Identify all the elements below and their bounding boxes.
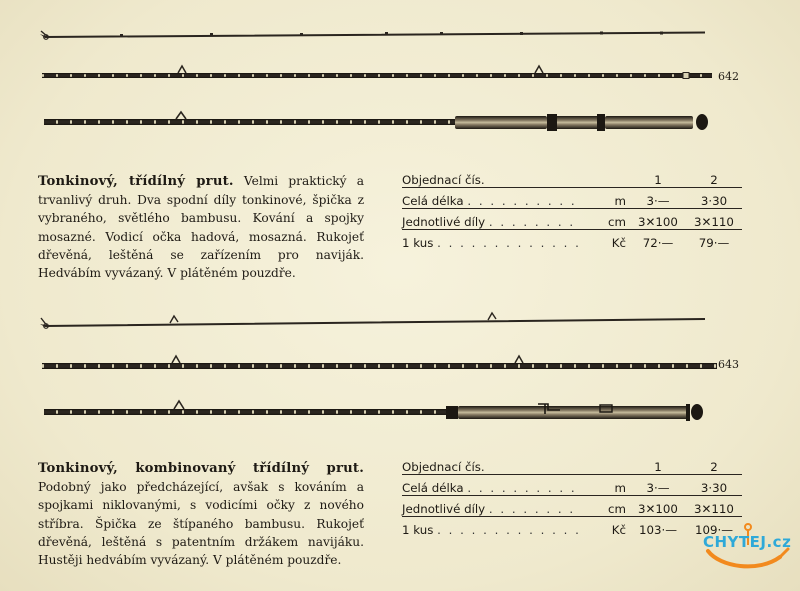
spec-row-label: 1 kus (402, 236, 434, 250)
spec-row-col1: 103·— (638, 523, 678, 537)
rod-643-butt-section (44, 401, 703, 421)
spec-row-label: Celá délka (402, 194, 464, 208)
spec-row: Jednotlivé díly . . . . . . . . cm 3✕100 3✕110 (402, 209, 742, 230)
spec-row-unit: m (592, 188, 630, 209)
product-description (38, 172, 364, 282)
spec-row: Jednotlivé díly . . . . . . . . cm 3✕100 3✕110 (402, 496, 742, 517)
spec-row-unit: cm (592, 496, 630, 517)
spec-row-unit: Kč (611, 236, 626, 250)
spec-row-col1: 3✕100 (630, 209, 686, 230)
rod-642-butt-section (44, 112, 708, 131)
spec-row-col1: 3·— (630, 475, 686, 496)
spec-row: 1 kus . . . . . . . . . . . . . Kč 72·— 79·— (402, 230, 742, 251)
rod-643-middle-section (42, 356, 717, 369)
spec-row-unit: m (592, 475, 630, 496)
spec-header-label: Objednací čís. (402, 167, 592, 188)
product-description-text: Podobný jako předcházející, avšak s kováním a spojkami niklovanými, s vodicími očky z nového stříbra. Špička ze štípaného bambusu. Rukojeť dřevěná, leštěná s patentním držákem navijáku. Hustěji hedvábím vyvázaný. V plátěném pouzdře. (38, 480, 364, 568)
spec-header-row (402, 454, 742, 475)
product-description (38, 459, 364, 569)
spec-row-col2: 109·— (694, 523, 734, 537)
spec-table (402, 454, 742, 537)
spec-row-col1: 3✕100 (630, 496, 686, 517)
catalog-number: 642 (718, 70, 739, 83)
spec-header-col1: 1 (630, 454, 686, 475)
spec-row-label: 1 kus (402, 523, 434, 537)
catalog-number: 643 (718, 358, 739, 371)
spec-header-label: Objednací čís. (402, 454, 592, 475)
spec-header-col1: 1 (630, 167, 686, 188)
rod-642-tip-section (40, 31, 705, 39)
spec-row-col2: 79·— (698, 236, 730, 250)
spec-row-col2: 3·30 (686, 188, 742, 209)
spec-row-label: Jednotlivé díly (402, 502, 486, 516)
spec-row: Celá délka . . . . . . . . . . m 3·— 3·30 (402, 188, 742, 209)
spec-row-col2: 3✕110 (686, 209, 742, 230)
spec-row-label: Celá délka (402, 481, 464, 495)
spec-row-col1: 72·— (642, 236, 674, 250)
spec-header-col2: 2 (686, 454, 742, 475)
spec-header-col2: 2 (686, 167, 742, 188)
spec-row-unit: cm (592, 209, 630, 230)
spec-row-col2: 3·30 (686, 475, 742, 496)
spec-row: 1 kus . . . . . . . . . . . . . Kč 103·— 109·— (402, 517, 742, 538)
spec-row-col1: 3·— (630, 188, 686, 209)
product-title: Tonkinový, třídílný prut. (38, 174, 234, 189)
watermark-logo (700, 523, 796, 585)
spec-row-unit: Kč (611, 523, 626, 537)
spec-row-col2: 3✕110 (686, 496, 742, 517)
spec-table (402, 167, 742, 250)
watermark-text: CHYTEJ.cz (703, 533, 792, 551)
rod-642-middle-section (42, 66, 712, 79)
spec-row: Celá délka . . . . . . . . . . m 3·— 3·30 (402, 475, 742, 496)
product-title: Tonkinový, kombinovaný třídílný prut. (38, 461, 364, 476)
spec-header-row (402, 167, 742, 188)
rod-643-tip-section (40, 313, 705, 328)
product-description-text: Velmi praktický a trvanlivý druh. Dva spodní díly tonkinové, špička z vybraného, světlého bambusu. Kování a spojky mosazné. Vodicí očka hadová, mosazná. Rukojeť dřevěná, leštěná se zařízením pro naviják. Hedvábím vyvázaný. V plátěném pouzdře. (38, 174, 365, 281)
spec-row-label: Jednotlivé díly (402, 215, 486, 229)
